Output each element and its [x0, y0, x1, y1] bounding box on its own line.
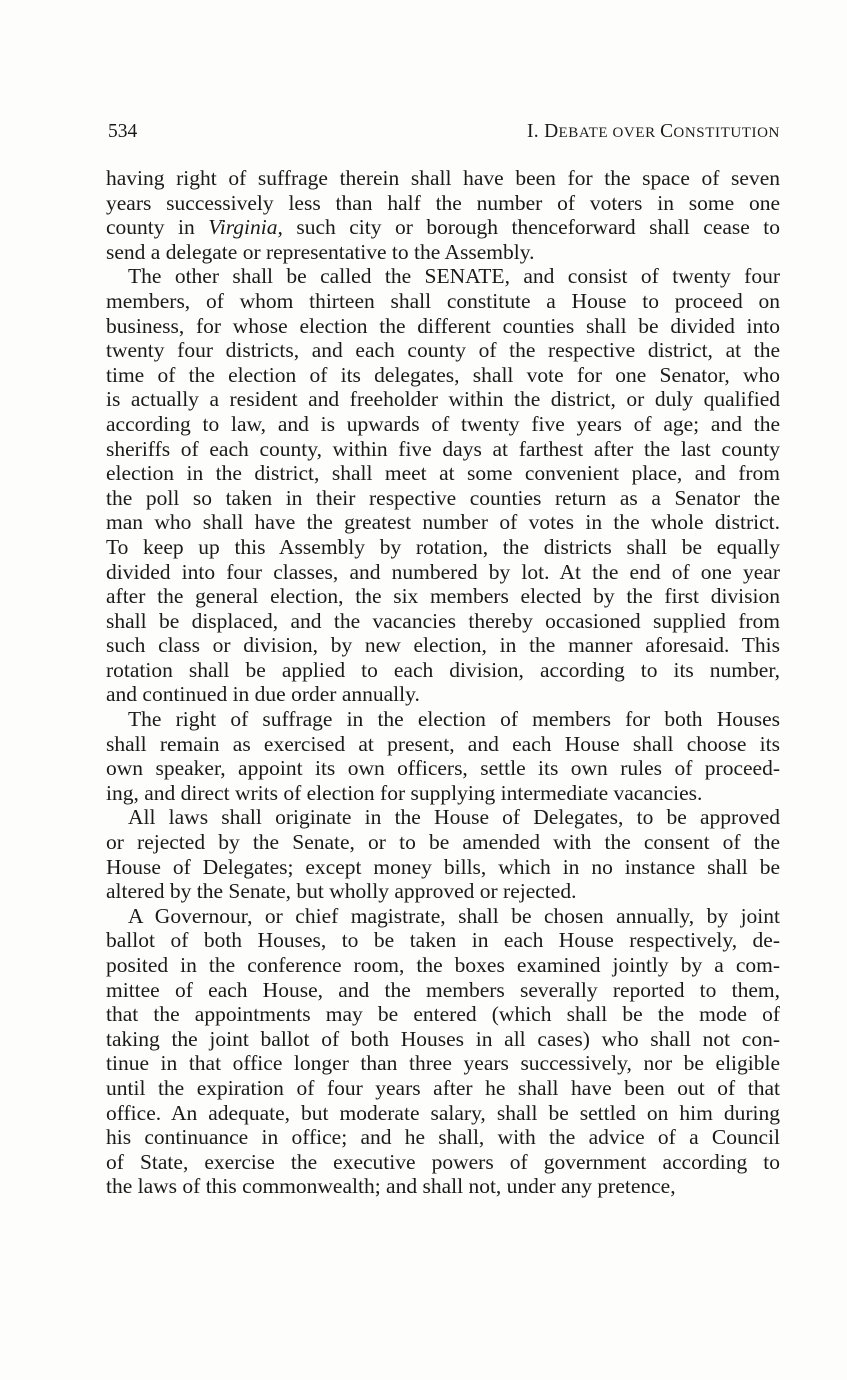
- paragraph: [106, 264, 780, 707]
- section-prefix: I.: [526, 121, 545, 142]
- text-line: altered by the Senate, but wholly approved or rejected.: [106, 879, 577, 904]
- text-line: sheriffs of each county, within five days at farthest after the last county: [106, 436, 780, 461]
- text-line: mittee of each House, and the members severally reported to them,: [106, 977, 780, 1002]
- section-rest-2: ONSTITUTION: [673, 125, 780, 141]
- paragraph: [106, 904, 780, 1199]
- text-line: years successively less than half the number of voters in some one: [106, 190, 780, 215]
- text-line: rotation shall be applied to each division, according to its number,: [106, 657, 780, 682]
- paragraph: [106, 707, 780, 805]
- text-line: according to law, and is upwards of twenty five years of age; and the: [106, 411, 780, 436]
- text-line: office. An adequate, but moderate salary, shall be settled on him during: [106, 1100, 780, 1125]
- text-line: taking the joint ballot of both Houses in all cases) who shall not con-: [106, 1026, 780, 1051]
- text-line: is actually a resident and freeholder within the district, or duly qualified: [106, 387, 780, 412]
- text-line: ing, and direct writs of election for supplying intermediate vacancies.: [106, 780, 703, 805]
- text-line: time of the election of its delegates, shall vote for one Senator, who: [106, 362, 780, 387]
- text-fragment: county in: [106, 215, 209, 240]
- text-line: A Governour, or chief magistrate, shall be chosen annually, by joint: [128, 903, 780, 928]
- text-line: posited in the conference room, the boxes examined jointly by a com-: [106, 953, 780, 977]
- text-line: and continued in due order annually.: [106, 682, 420, 707]
- text-fragment: such city or borough thenceforward shall cease to: [282, 215, 780, 240]
- text-line: send a delegate or representative to the Assembly.: [106, 239, 535, 264]
- text-line: or rejected by the Senate, or to be amended with the consent of the: [106, 830, 780, 855]
- running-head: [108, 118, 780, 146]
- section-title: [527, 118, 780, 147]
- text-line: shall remain as exercised at present, and each House shall choose its: [106, 731, 780, 756]
- paragraph: [106, 166, 780, 264]
- text-line: man who shall have the greatest number of votes in the whole district.: [106, 510, 780, 535]
- text-line: The other shall be called the SENATE, and consist of twenty four: [128, 264, 780, 289]
- section-first-cap: D: [544, 121, 559, 142]
- text-line: the poll so taken in their respective counties return as a Senator the: [106, 485, 780, 510]
- text-line: ballot of both Houses, to be taken in each House respectively, de-: [106, 928, 780, 953]
- text-line: until the expiration of four years after he shall have been out of that: [106, 1075, 780, 1100]
- text-line: such class or division, by new election, in the manner aforesaid. This: [106, 633, 780, 658]
- italic-text: Virginia,: [208, 215, 283, 240]
- paragraph: [106, 805, 780, 903]
- text-line: own speaker, appoint its own officers, settle its own rules of proceed-: [106, 756, 780, 781]
- text-line: divided into four classes, and numbered by lot. At the end of one year: [106, 559, 780, 584]
- text-line: having right of suffrage therein shall have been for the space of seven: [106, 166, 780, 190]
- text-line: of State, exercise the executive powers of government according to: [106, 1149, 780, 1174]
- text-line: election in the district, shall meet at some convenient place, and from: [106, 461, 780, 486]
- text-line: that the appointments may be entered (which shall be the mode of: [106, 1002, 780, 1027]
- page-number: 534: [108, 121, 138, 142]
- text-line: House of Delegates; except money bills, which in no instance shall be: [106, 854, 780, 879]
- text-line: [106, 215, 780, 240]
- text-line: business, for whose election the different counties shall be divided into: [106, 313, 780, 338]
- text-line: twenty four districts, and each county of the respective district, at the: [106, 338, 780, 363]
- text-line: tinue in that office longer than three years successively, nor be eligible: [106, 1051, 780, 1076]
- text-line: his continuance in office; and he shall, with the advice of a Council: [106, 1125, 780, 1150]
- text-line: the laws of this commonwealth; and shall not, under any pretence,: [106, 1174, 676, 1199]
- text-line: All laws shall originate in the House of Delegates, to be approved: [128, 805, 780, 830]
- text-line: members, of whom thirteen shall constitute a House to proceed on: [106, 288, 780, 313]
- text-line: after the general election, the six members elected by the first division: [106, 584, 780, 609]
- section-rest-1: EBATE OVER: [558, 125, 661, 141]
- text-line: To keep up this Assembly by rotation, the districts shall be equally: [106, 534, 780, 559]
- text-line: shall be displaced, and the vacancies thereby occasioned supplied from: [106, 608, 780, 633]
- body-text: [106, 166, 780, 1199]
- section-second-cap: C: [660, 121, 674, 142]
- text-line: The right of suffrage in the election of members for both Houses: [128, 707, 780, 732]
